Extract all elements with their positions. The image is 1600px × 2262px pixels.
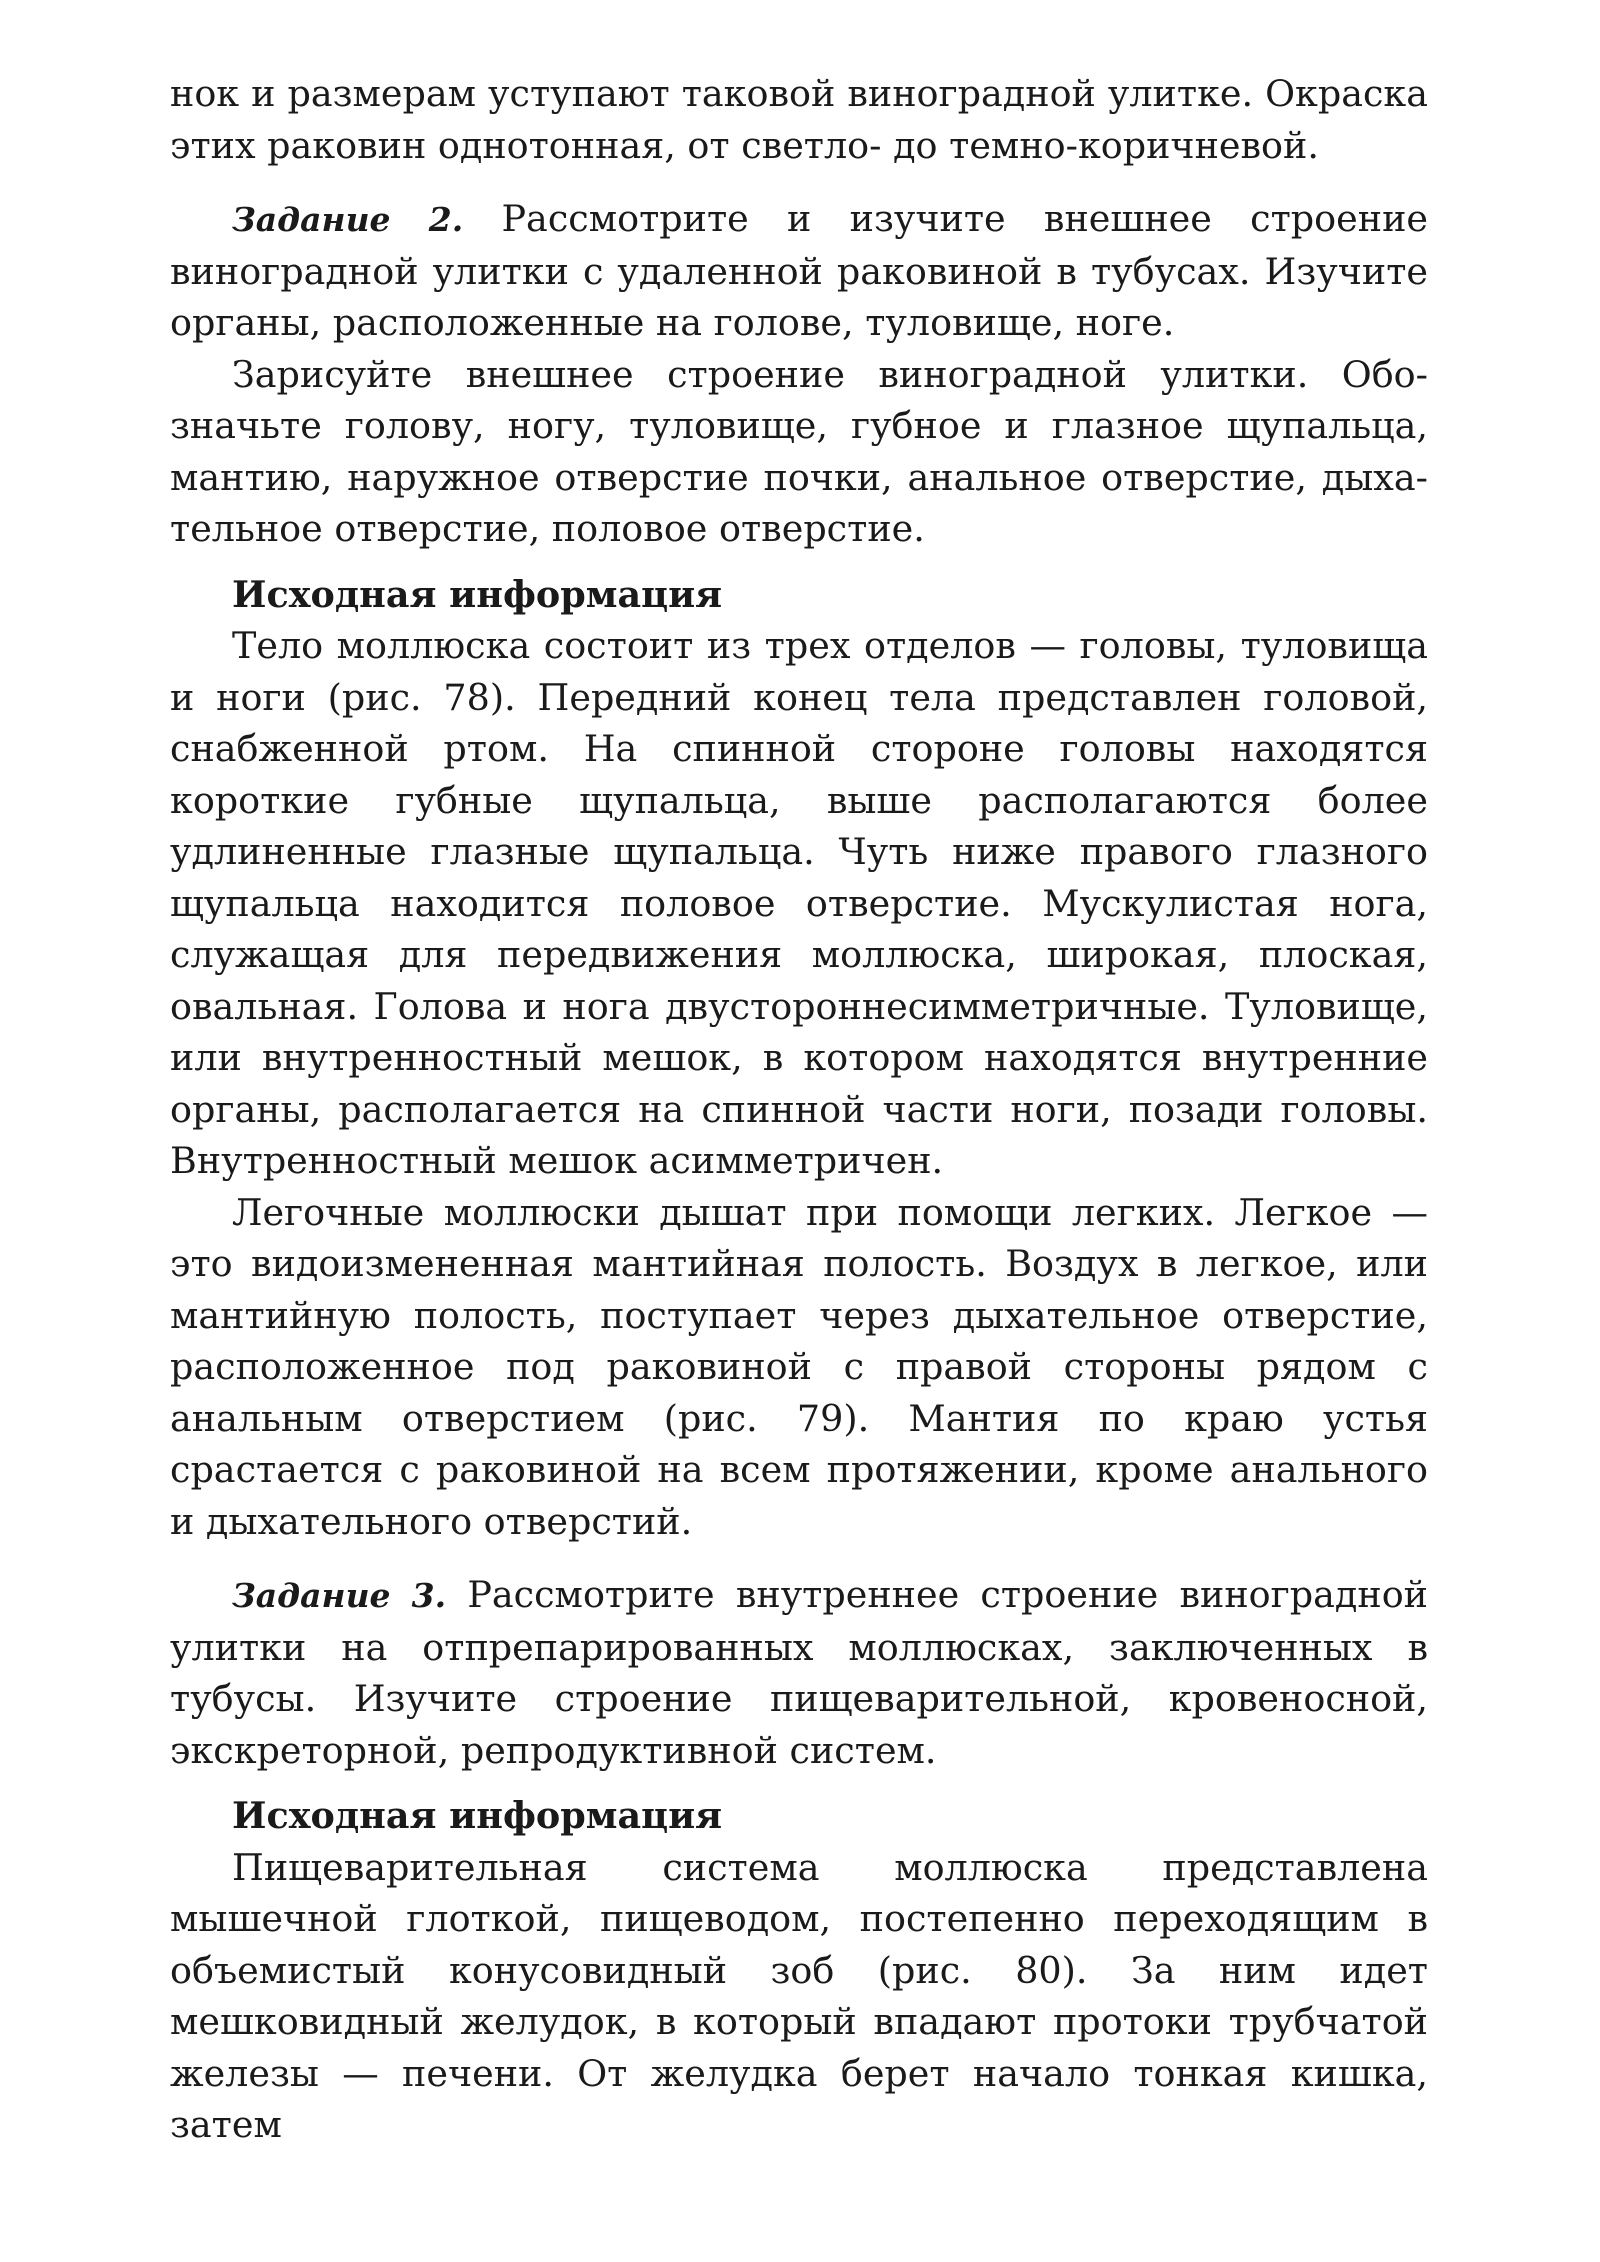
body-paragraph-digestion: Пищеварительная система моллюска представлена мышечной глоткой, пищеводом, постепенно переходящим в объемистый конусовидный зоб (рис. 80). За ним идет мешковидный желудок, в который впадают протоки трубчатой железы — печени. От желудка берет начало тонкая кишка, затем bbox=[170, 1845, 1428, 2146]
task-3-label: Задание 3. bbox=[232, 1576, 447, 1615]
task-3-paragraph bbox=[170, 1569, 1428, 1776]
section-heading-source-info-2: Исходная информация bbox=[232, 1794, 723, 1837]
body-paragraph-respiration: Легочные моллюски дышат при помощи легких. Легкое — это видоизмененная мантийная полость. Воздух в легкое, или мантийную полость, поступает через дыхательное отверстие, расположенное под раковиной с правой стороны рядом с анальным отверстием (рис. 79). Мантия по краю устья срастается с раковиной на всем протяжении, кроме анального и дыхательного отверстий. bbox=[170, 1190, 1428, 1543]
task-2-paragraph bbox=[170, 193, 1428, 349]
document-page bbox=[170, 68, 1428, 2151]
task-2-text: Рассмотрите и изучите внешнее строение виноградной улитки с удаленной раковиной в тубусах. Изучите органы, расположенные на голове, туловище, ноге. bbox=[170, 197, 1428, 344]
intro-paragraph: нок и размерам уступают таковой виноградной улитке. Окраска этих раковин однотонная, от светло- до темно-коричневой. bbox=[170, 72, 1428, 167]
drawing-instruction-paragraph: Зарисуйте внешнее строение виноградной улитки. Обозначьте голову, ногу, туловище, губное и глазное щупальца, мантию, наружное отверстие почки, анальное отверстие, дыхательное отверстие, половое отверстие. bbox=[170, 352, 1428, 550]
task-2-label: Задание 2. bbox=[232, 200, 464, 239]
body-paragraph-snail-body: Тело моллюска состоит из трех отделов — головы, туловища и ноги (рис. 78). Передний конец тела представлен головой, снабженной ртом. На спинной стороне головы находятся короткие губные щупальца, выше располагаются более удлиненные глазные щупальца. Чуть ниже правого глазного щупальца находится половое отверстие. Мускулистая нога, служащая для передвижения моллюска, широкая, плоская, овальная. Голова и нога двустороннесимметричные. Туловище, или внутренностный мешок, в котором находятся внутренние органы, располагается на спинной части ноги, позади головы. Внутренностный мешок асимметричен. bbox=[170, 624, 1428, 1182]
section-heading-source-info-1: Исходная информация bbox=[232, 572, 723, 616]
task-3-text: Рассмотрите внутреннее строение виноградной улитки на отпрепарированных моллюсках, заключенных в тубусы. Изучите строение пищеварительной, кровеносной, экскреторной, репродуктивной систем. bbox=[170, 1573, 1428, 1772]
